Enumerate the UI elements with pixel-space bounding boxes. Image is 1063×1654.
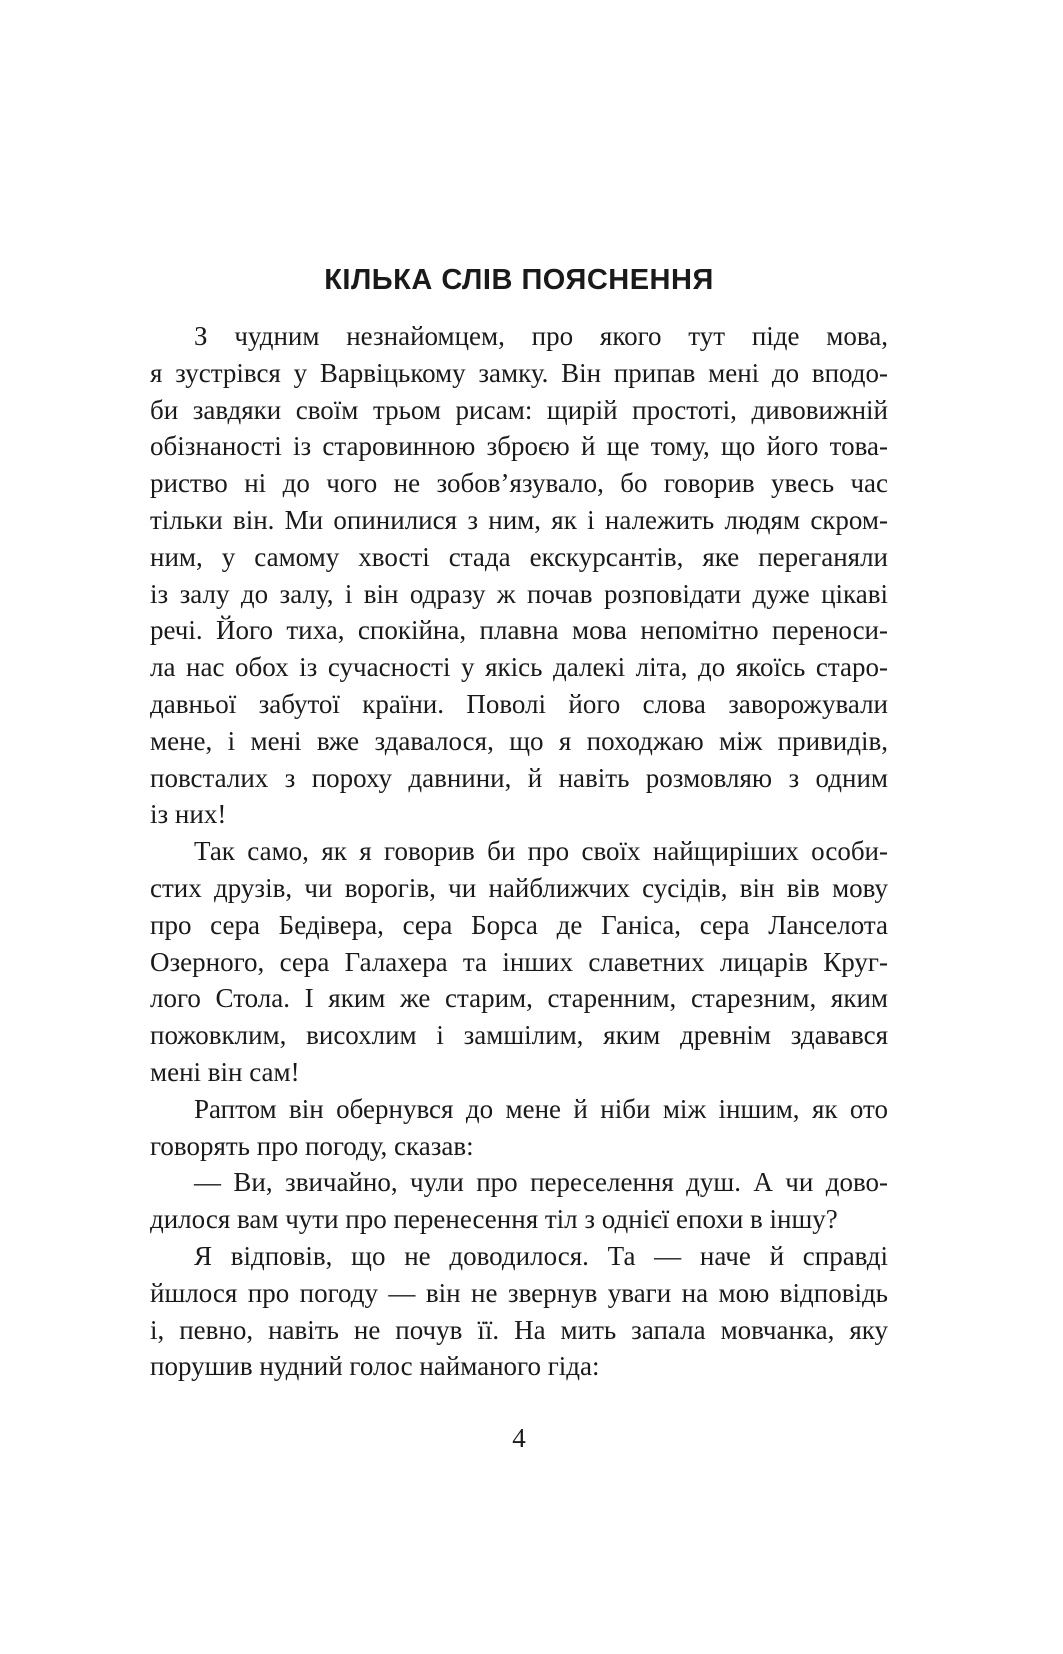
text-line: давньої забутої країни. Поволі його слова заворожували bbox=[150, 688, 888, 719]
text-line: риство ні до чого не зобов’язувало, бо говорив увесь час bbox=[150, 468, 888, 499]
text-line: дилося вам чути про перенесення тіл з однієї епохи в іншу? bbox=[150, 1204, 838, 1235]
text-line: із них! bbox=[150, 799, 227, 830]
text-line: повсталих з пороху давнини, й навіть розмовляю з одним bbox=[150, 762, 888, 793]
text-line: Я відповів, що не доводилося. Та — наче й справді bbox=[194, 1240, 888, 1271]
text-line: говорять про погоду, сказав: bbox=[150, 1130, 474, 1161]
chapter-title: КІЛЬКА СЛІВ ПОЯСНЕННЯ bbox=[324, 264, 714, 296]
text-line: би завдяки своїм трьом рисам: щирій простоті, дивовижній bbox=[150, 394, 888, 425]
text-line: стих друзів, чи ворогів, чи найближчих сусідів, він вів мову bbox=[150, 872, 888, 903]
text-line: ним, у самому хвості стада екскурсантів, яке переганяли bbox=[150, 541, 888, 572]
body-text bbox=[150, 318, 888, 1385]
text-line: Озерного, сера Галахера та інших славетних лицарів Круг- bbox=[150, 946, 888, 977]
text-line: порушив нудний голос найманого гіда: bbox=[150, 1351, 600, 1382]
text-line: мене, і мені вже здавалося, що я походжаю між привидів, bbox=[150, 725, 888, 756]
text-line: лого Стола. І яким же старим, старенним, старезним, яким bbox=[150, 983, 888, 1014]
text-line: — Ви, звичайно, чули про переселення душ. А чи дово- bbox=[194, 1167, 888, 1198]
text-line: я зустрівся у Варвіцькому замку. Він припав мені до вподо- bbox=[150, 357, 888, 388]
text-line: речі. Його тиха, спокійна, плавна мова непомітно переноси- bbox=[150, 615, 888, 646]
text-line: Так само, як я говорив би про своїх найщиріших особи- bbox=[194, 836, 888, 867]
text-line: З чудним незнайомцем, про якого тут піде мова, bbox=[194, 321, 888, 351]
text-line: йшлося про погоду — він не звернув уваги на мою відповідь bbox=[150, 1277, 888, 1308]
text-line: і, певно, навіть не почув її. На мить запала мовчанка, яку bbox=[150, 1314, 888, 1345]
text-line: про сера Бедівера, сера Борса де Ганіса, сера Ланселота bbox=[150, 909, 888, 940]
text-line: тільки він. Ми опинилися з ним, як і належить людям скром- bbox=[150, 504, 888, 535]
text-line: ла нас обох із сучасності у якісь далекі літа, до якоїсь старо- bbox=[150, 652, 888, 683]
text-line: мені він сам! bbox=[150, 1056, 300, 1087]
text-line: обізнаності із старовинною зброєю й ще тому, що його това- bbox=[150, 431, 888, 462]
text-line: пожовклим, висохлим і замшілим, яким древнім здавався bbox=[150, 1020, 888, 1051]
page-number: 4 bbox=[512, 1423, 526, 1453]
text-line: із залу до залу, і він одразу ж почав розповідати дуже цікаві bbox=[150, 578, 888, 609]
text-line: Раптом він обернувся до мене й ніби між іншим, як ото bbox=[194, 1093, 888, 1124]
book-page bbox=[150, 0, 888, 1654]
